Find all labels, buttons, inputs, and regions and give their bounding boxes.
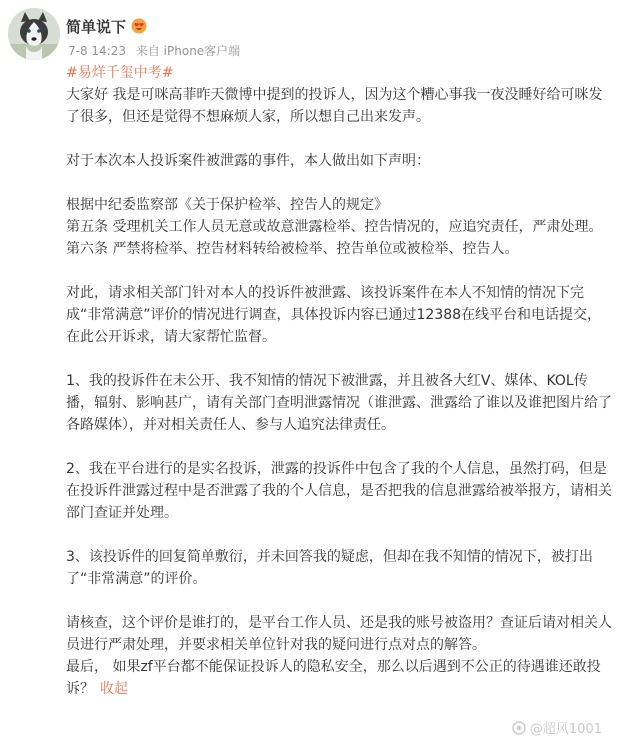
watermark — [512, 718, 602, 737]
post-paragraph: 大家好 我是可咪高菲昨天微博中提到的投诉人，因为这个糟心事我一夜没睡好给可咪发了很多，但还是觉得不想麻烦人家，所以想自己出来发声。 — [66, 87, 603, 125]
post-paragraph: 第五条 受理机关工作人员无意或故意泄露检举、控告情况的，应追究责任，严肃处理。 — [66, 219, 603, 235]
avatar[interactable] — [8, 8, 60, 60]
post-paragraph-last — [66, 656, 614, 700]
post-paragraph: 对此，请求相关部门针对本人的投诉件被泄露、该投诉案件在本人不知情的情况下完成“非常满意”评价的情况进行调查，具体投诉内容已通过12388在线平台和电话提交，在此公开诉求，请大家帮忙监督。 — [66, 285, 602, 345]
post-source-label: 来自 — [135, 44, 160, 58]
post-paragraph: 根据中纪委监察部《关于保护检举、控告人的规定》 — [66, 197, 388, 213]
post-paragraph: 3、该投诉件的回复简单敷衍，并未回答我的疑虑，但却在我不知情的情况下，被打出了“非常满意”的评价。 — [66, 549, 593, 587]
post-device[interactable]: iPhone客户端 — [163, 44, 241, 58]
post-paragraph-text: 最后， 如果zf平台都不能保证投诉人的隐私安全，那么以后遇到不公正的待遇谁还敢投诉？ — [66, 659, 601, 697]
husky-dog-avatar-icon — [8, 8, 60, 60]
post-paragraph: 2、我在平台进行的是实名投诉，泄露的投诉件中包含了我的个人信息，虽然打码，但是在投诉件泄露过程中是否泄露了我的个人信息，是否把我的信息泄露给被举报方，请相关部门查证并处理。 — [66, 461, 612, 521]
collapse-link[interactable]: 收起 — [100, 681, 128, 697]
watermark-text: @超风1001 — [529, 722, 602, 737]
post-content — [66, 84, 614, 700]
topic-hashtag[interactable]: #易烊千玺中考# — [66, 65, 174, 81]
post-timestamp: 7-8 14:23 — [68, 44, 126, 58]
post-header — [8, 8, 608, 60]
post-paragraph: 对于本次本人投诉案件被泄露的事件，本人做出如下声明： — [66, 153, 430, 169]
post-paragraph: 1、我的投诉件在未公开、我不知情的情况下被泄露，并且被各大红V、媒体、KOL传播，辐射、影响甚广，请有关部门查明泄露情况（谁泄露、泄露给了谁以及谁把图片给了各路媒体），并对相关责任人、参与人追究法律责任。 — [66, 373, 612, 433]
post-paragraph: 请核查，这个评价是谁打的，是平台工作人员、还是我的账号被盗用？查证后请对相关人员进行严肃处理，并要求相关单位针对我的疑问进行点对点的解答。 — [66, 615, 612, 653]
author-name[interactable]: 简单说下 — [66, 17, 127, 36]
heart-eyes-emoji-icon[interactable] — [131, 18, 147, 34]
post-meta — [68, 42, 240, 59]
post-paragraph: 第六条 严禁将检举、控告材料转给被检举、控告单位或被检举、控告人。 — [66, 241, 519, 257]
watermark-icon — [512, 721, 526, 735]
